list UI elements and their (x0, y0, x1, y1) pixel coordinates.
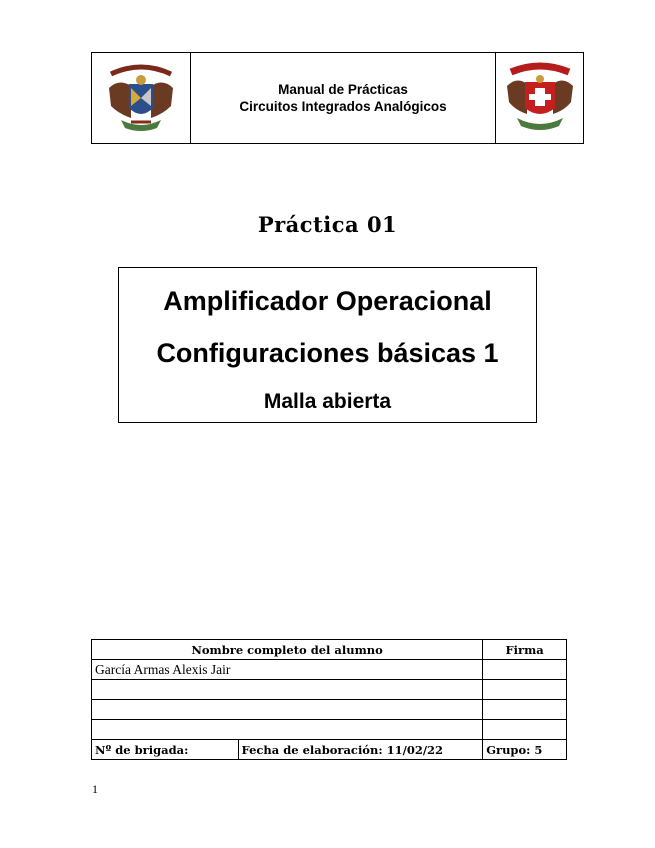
ingenieria-crest-icon (503, 58, 577, 138)
header-line-1: Manual de Prácticas (278, 82, 408, 97)
signature-cell (483, 680, 567, 700)
unam-crest-icon (101, 58, 181, 138)
group-value: 5 (534, 742, 543, 757)
table-row (92, 680, 567, 700)
unam-logo (92, 53, 191, 143)
title-line-3: Malla abierta (263, 390, 392, 413)
document-header (91, 52, 584, 144)
header-title (191, 53, 495, 143)
title-box (118, 267, 537, 423)
table-row (92, 720, 567, 740)
signature-cell (483, 720, 567, 740)
brigade-label: Nº de brigada: (95, 742, 189, 757)
group-label: Grupo: (486, 742, 531, 757)
column-header-signature: Firma (483, 640, 567, 660)
table-footer-row (92, 740, 567, 760)
student-name-cell (92, 680, 483, 700)
header-line-2: Circuitos Integrados Analógicos (239, 99, 447, 114)
ingenieria-logo (495, 53, 583, 143)
signature-cell (483, 660, 567, 680)
group-cell (483, 740, 567, 760)
column-header-name: Nombre completo del alumno (92, 640, 483, 660)
title-line-1: Amplificador Operacional (163, 286, 492, 316)
student-name-cell: García Armas Alexis Jair (92, 660, 483, 680)
table-row (92, 660, 567, 680)
date-cell (238, 740, 483, 760)
table-header-row (92, 640, 567, 660)
student-table (91, 639, 567, 760)
page-number: 1 (92, 782, 98, 796)
student-name-cell (92, 700, 483, 720)
table-row (92, 700, 567, 720)
date-value: 11/02/22 (386, 742, 444, 757)
practice-label: Práctica 01 (257, 212, 398, 237)
signature-cell (483, 700, 567, 720)
brigade-cell (92, 740, 239, 760)
title-line-2: Configuraciones básicas 1 (156, 338, 499, 368)
student-name-cell (92, 720, 483, 740)
date-label: Fecha de elaboración: (241, 742, 383, 757)
